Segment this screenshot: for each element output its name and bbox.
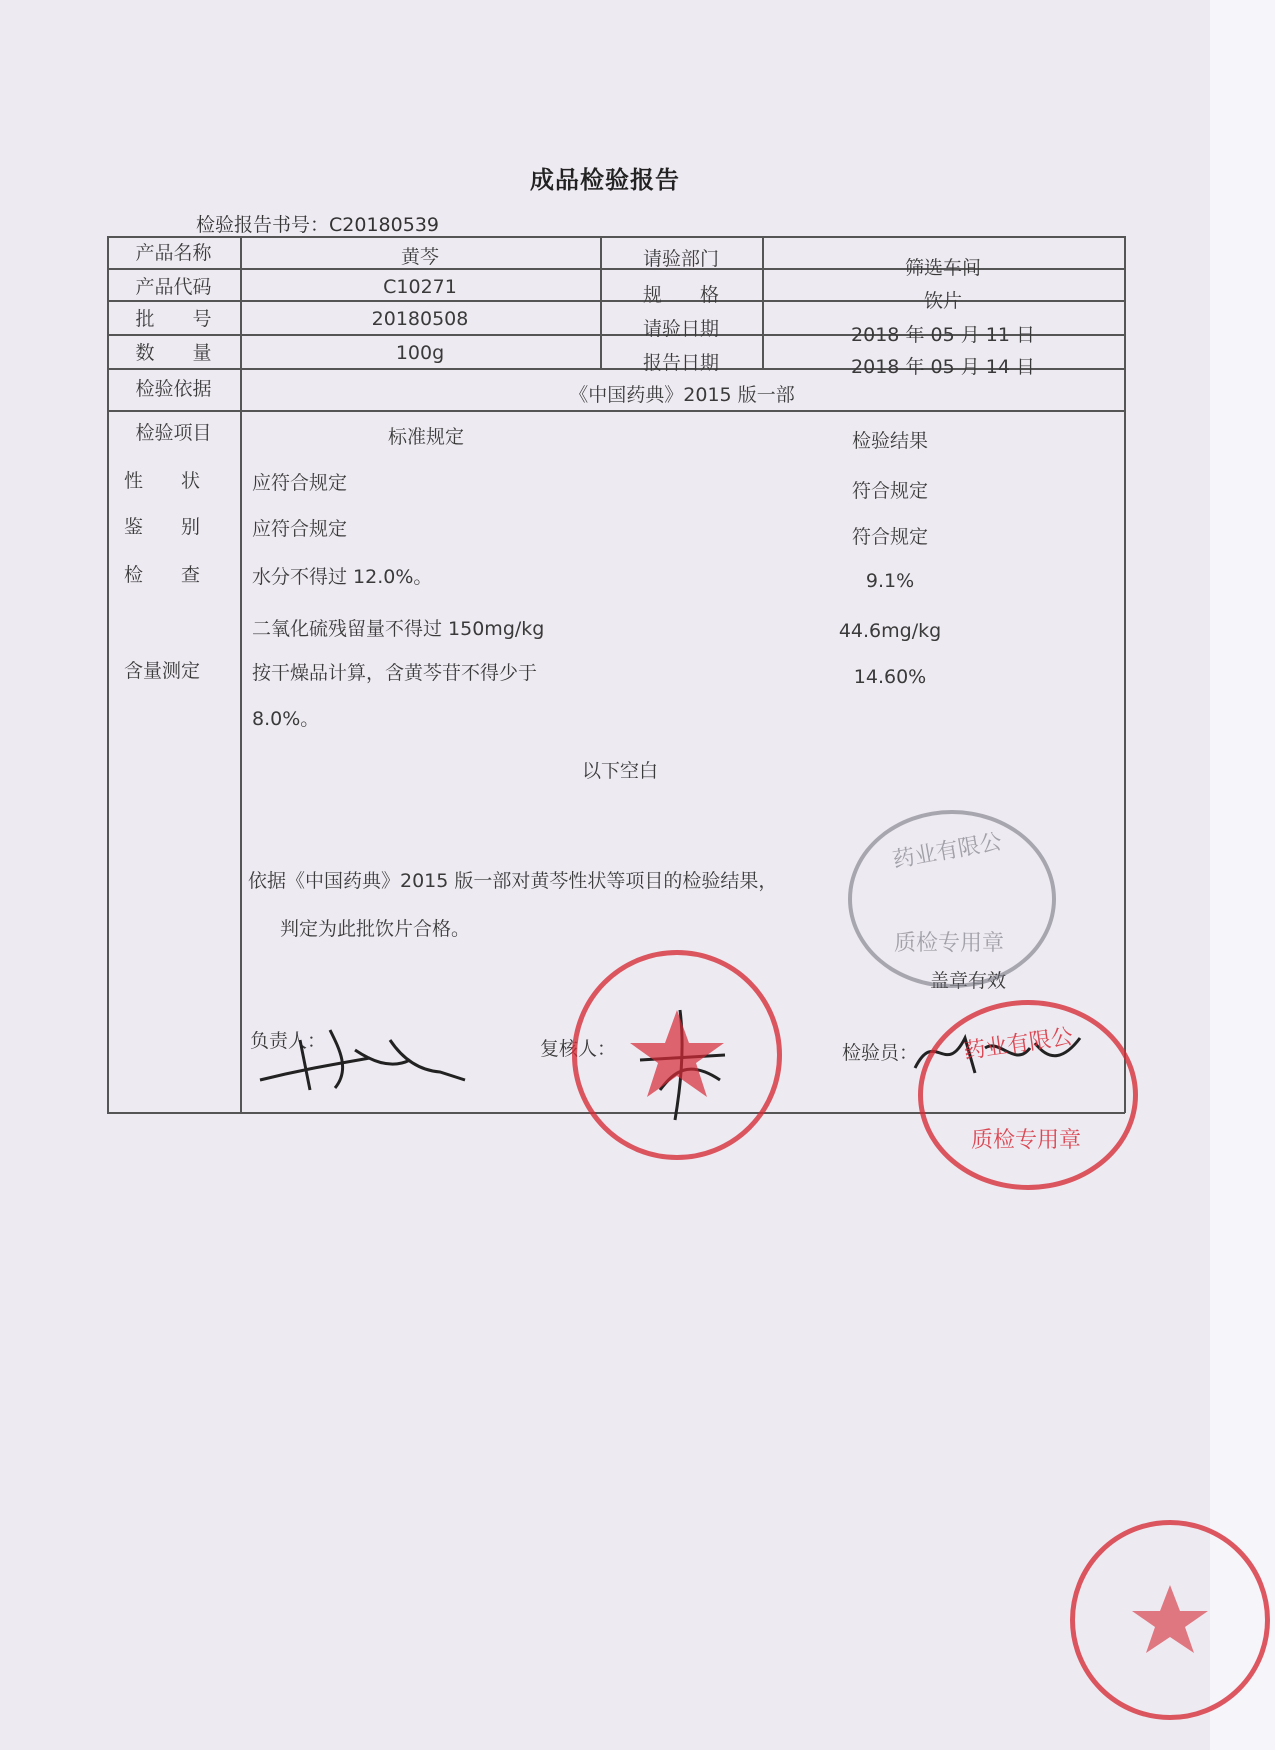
item-result: 符合规定	[851, 526, 928, 548]
report-date-label: 报告日期	[642, 352, 719, 374]
blank-note: 以下空白	[581, 760, 658, 782]
batch-label: 批 号	[135, 308, 212, 330]
conclusion-line-1: 依据《中国药典》2015 版一部对黄芩性状等项目的检验结果，	[248, 870, 778, 892]
star-icon	[577, 955, 777, 1155]
item-standard: 8.0%。	[252, 708, 320, 730]
seal-text: 质检专用章	[894, 931, 1005, 956]
report-number-label: 检验报告书号：	[196, 214, 330, 236]
item-result: 44.6mg/kg	[838, 620, 942, 642]
items-header-item: 检验项目	[135, 422, 212, 444]
spec-value: 饮片	[923, 290, 962, 312]
company-seal-red	[572, 950, 782, 1160]
item-label: 性 状	[124, 470, 201, 492]
inspector-label: 检验员：	[842, 1042, 919, 1064]
product-name-value: 黄芩	[400, 246, 439, 268]
corner-seal-red	[1070, 1520, 1270, 1720]
scanner-background	[1210, 0, 1275, 1750]
item-label: 检 查	[124, 564, 201, 586]
table-border-top	[107, 236, 1125, 238]
report-date-value: 2018 年 05 月 14 日	[851, 356, 1035, 378]
product-code-value: C10271	[383, 276, 457, 298]
quantity-value: 100g	[395, 342, 445, 364]
column-divider	[240, 236, 242, 1112]
item-result: 符合规定	[851, 480, 928, 502]
spec-label: 规 格	[642, 284, 719, 306]
reviewer-label: 复核人：	[540, 1038, 617, 1060]
seal-company-text: 药业有限公	[962, 1024, 1075, 1065]
request-dept-value: 筛选车间	[904, 257, 981, 279]
report-number-value: C20180539	[329, 214, 439, 236]
item-standard: 水分不得过 12.0%。	[252, 566, 433, 588]
page-title: 成品检验报告	[530, 166, 680, 194]
item-label: 鉴 别	[124, 516, 201, 538]
report-number	[196, 210, 439, 237]
items-header-result: 检验结果	[851, 430, 928, 452]
item-result: 14.60%	[853, 666, 927, 688]
product-name-label: 产品名称	[135, 242, 212, 264]
product-code-label: 产品代码	[135, 276, 212, 298]
responsible-signature	[240, 1010, 480, 1100]
quantity-label: 数 量	[135, 342, 212, 364]
seal-valid-note: 盖章有效	[930, 970, 1007, 992]
item-standard: 二氧化硫残留量不得过 150mg/kg	[252, 618, 545, 640]
qc-seal-red	[918, 1000, 1138, 1190]
request-dept-label: 请验部门	[642, 248, 719, 270]
basis-value: 《中国药典》2015 版一部	[569, 384, 795, 406]
qc-seal-gray	[848, 810, 1056, 988]
item-label: 含量测定	[124, 660, 201, 682]
item-standard: 应符合规定	[252, 472, 348, 494]
batch-value: 20180508	[371, 308, 469, 330]
star-icon	[1075, 1525, 1265, 1715]
responsible-label: 负责人：	[250, 1030, 327, 1052]
conclusion-line-2: 判定为此批饮片合格。	[280, 918, 471, 940]
items-header-standard: 标准规定	[388, 426, 465, 448]
seal-text: 质检专用章	[971, 1128, 1082, 1153]
request-date-label: 请验日期	[642, 318, 719, 340]
row-divider	[107, 410, 1125, 412]
item-result: 9.1%	[865, 570, 915, 592]
seal-company-text: 药业有限公	[891, 829, 1004, 874]
item-standard: 应符合规定	[252, 518, 348, 540]
request-date-value: 2018 年 05 月 11 日	[851, 324, 1035, 346]
item-standard: 按干燥品计算，含黄芩苷不得少于	[252, 662, 538, 684]
basis-label: 检验依据	[135, 378, 212, 400]
